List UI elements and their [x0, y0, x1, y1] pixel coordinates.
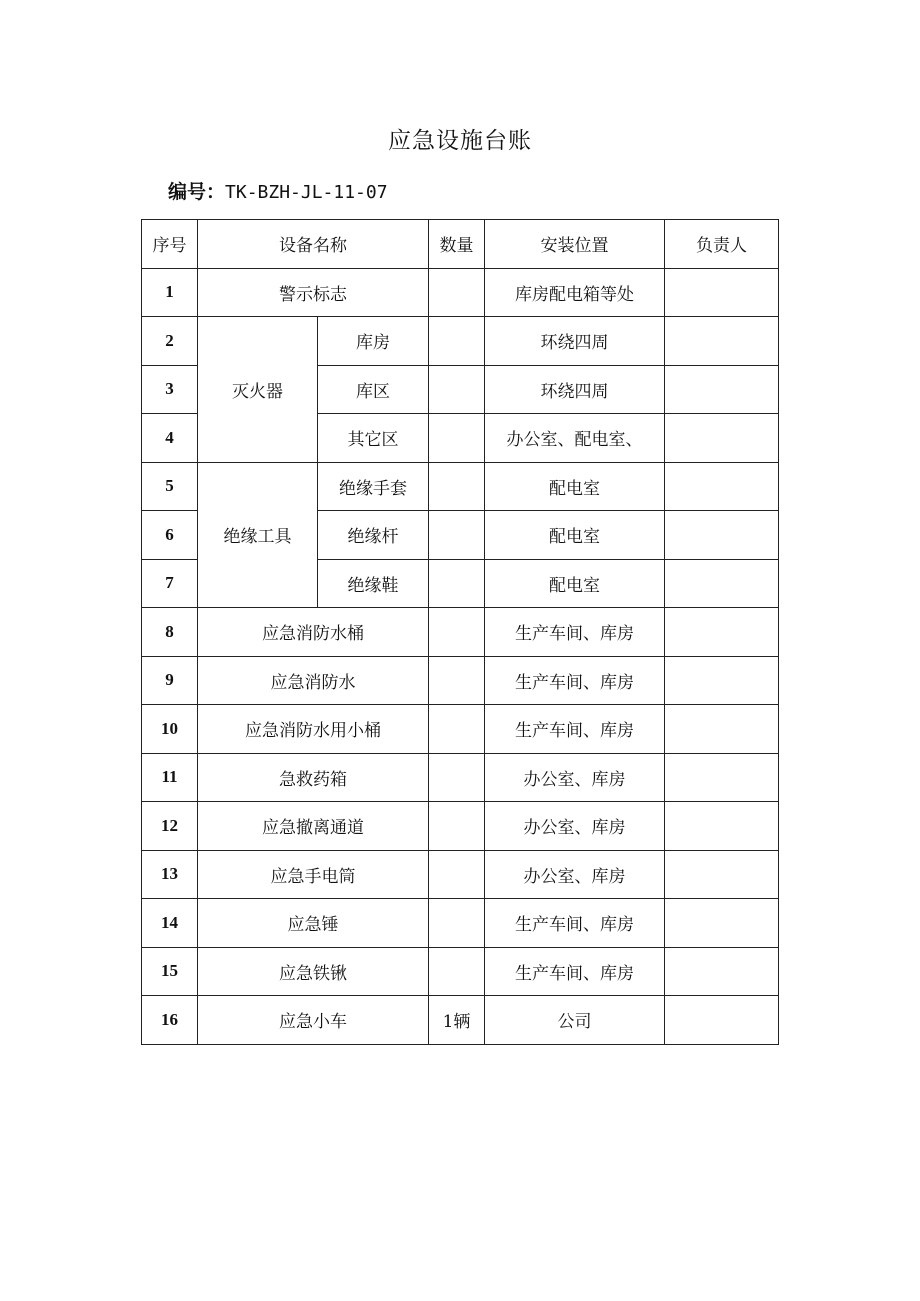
equipment-sub-name: 绝缘鞋 — [318, 559, 429, 608]
quantity-cell — [429, 947, 485, 996]
table-row — [142, 268, 779, 317]
row-no: 15 — [142, 947, 198, 996]
quantity-cell — [429, 414, 485, 463]
quantity-cell: 1辆 — [429, 996, 485, 1045]
row-no: 7 — [142, 559, 198, 608]
location-cell: 办公室、配电室、 — [485, 414, 665, 463]
quantity-cell — [429, 511, 485, 560]
location-cell: 库房配电箱等处 — [485, 268, 665, 317]
responsible-cell — [665, 414, 779, 463]
quantity-cell — [429, 365, 485, 414]
header-equipment: 设备名称 — [198, 220, 429, 269]
row-no: 14 — [142, 899, 198, 948]
quantity-cell — [429, 559, 485, 608]
responsible-cell — [665, 608, 779, 657]
quantity-cell — [429, 802, 485, 851]
location-cell: 生产车间、库房 — [485, 656, 665, 705]
responsible-cell — [665, 705, 779, 754]
group-insulation: 绝缘工具 — [198, 462, 318, 608]
responsible-cell — [665, 996, 779, 1045]
location-cell: 生产车间、库房 — [485, 947, 665, 996]
quantity-cell — [429, 268, 485, 317]
row-no: 8 — [142, 608, 198, 657]
location-cell: 配电室 — [485, 462, 665, 511]
equipment-name: 应急消防水 — [198, 656, 429, 705]
equipment-sub-name: 绝缘杆 — [318, 511, 429, 560]
row-no: 11 — [142, 753, 198, 802]
row-no: 2 — [142, 317, 198, 366]
responsible-cell — [665, 656, 779, 705]
table-row — [142, 656, 779, 705]
location-cell: 配电室 — [485, 511, 665, 560]
code-value: TK-BZH-JL-11-07 — [225, 182, 388, 203]
responsible-cell — [665, 899, 779, 948]
location-cell: 生产车间、库房 — [485, 899, 665, 948]
table-row — [142, 462, 779, 511]
responsible-cell — [665, 753, 779, 802]
table-header-row — [142, 220, 779, 269]
table-row — [142, 608, 779, 657]
group-extinguisher: 灭火器 — [198, 317, 318, 463]
responsible-cell — [665, 850, 779, 899]
location-cell: 办公室、库房 — [485, 850, 665, 899]
equipment-name: 急救药箱 — [198, 753, 429, 802]
location-cell: 公司 — [485, 996, 665, 1045]
header-responsible: 负责人 — [665, 220, 779, 269]
quantity-cell — [429, 705, 485, 754]
equipment-name: 应急小车 — [198, 996, 429, 1045]
header-no: 序号 — [142, 220, 198, 269]
responsible-cell — [665, 511, 779, 560]
quantity-cell — [429, 850, 485, 899]
row-no: 5 — [142, 462, 198, 511]
responsible-cell — [665, 268, 779, 317]
equipment-name: 警示标志 — [198, 268, 429, 317]
responsible-cell — [665, 559, 779, 608]
row-no: 9 — [142, 656, 198, 705]
location-cell: 生产车间、库房 — [485, 705, 665, 754]
table-row — [142, 996, 779, 1045]
quantity-cell — [429, 753, 485, 802]
responsible-cell — [665, 462, 779, 511]
responsible-cell — [665, 802, 779, 851]
equipment-sub-name: 库区 — [318, 365, 429, 414]
equipment-sub-name: 库房 — [318, 317, 429, 366]
emergency-facility-table — [141, 219, 779, 1045]
equipment-name: 应急消防水桶 — [198, 608, 429, 657]
table-row — [142, 753, 779, 802]
location-cell: 生产车间、库房 — [485, 608, 665, 657]
row-no: 4 — [142, 414, 198, 463]
row-no: 1 — [142, 268, 198, 317]
location-cell: 办公室、库房 — [485, 753, 665, 802]
row-no: 3 — [142, 365, 198, 414]
row-no: 6 — [142, 511, 198, 560]
equipment-sub-name: 其它区 — [318, 414, 429, 463]
table-row — [142, 705, 779, 754]
row-no: 10 — [142, 705, 198, 754]
equipment-name: 应急锤 — [198, 899, 429, 948]
equipment-sub-name: 绝缘手套 — [318, 462, 429, 511]
location-cell: 环绕四周 — [485, 365, 665, 414]
responsible-cell — [665, 947, 779, 996]
row-no: 16 — [142, 996, 198, 1045]
code-label: 编号： — [168, 181, 226, 203]
document-code — [168, 177, 388, 204]
table-row — [142, 947, 779, 996]
equipment-name: 应急铁锹 — [198, 947, 429, 996]
header-quantity: 数量 — [429, 220, 485, 269]
header-location: 安装位置 — [485, 220, 665, 269]
row-no: 13 — [142, 850, 198, 899]
quantity-cell — [429, 608, 485, 657]
quantity-cell — [429, 317, 485, 366]
quantity-cell — [429, 899, 485, 948]
row-no: 12 — [142, 802, 198, 851]
quantity-cell — [429, 656, 485, 705]
responsible-cell — [665, 365, 779, 414]
document-title: 应急设施台账 — [388, 128, 532, 154]
table-row — [142, 850, 779, 899]
table-row — [142, 899, 779, 948]
table-row — [142, 317, 779, 366]
responsible-cell — [665, 317, 779, 366]
table-row — [142, 802, 779, 851]
location-cell: 环绕四周 — [485, 317, 665, 366]
quantity-cell — [429, 462, 485, 511]
location-cell: 配电室 — [485, 559, 665, 608]
equipment-name: 应急消防水用小桶 — [198, 705, 429, 754]
location-cell: 办公室、库房 — [485, 802, 665, 851]
equipment-name: 应急撤离通道 — [198, 802, 429, 851]
equipment-name: 应急手电筒 — [198, 850, 429, 899]
